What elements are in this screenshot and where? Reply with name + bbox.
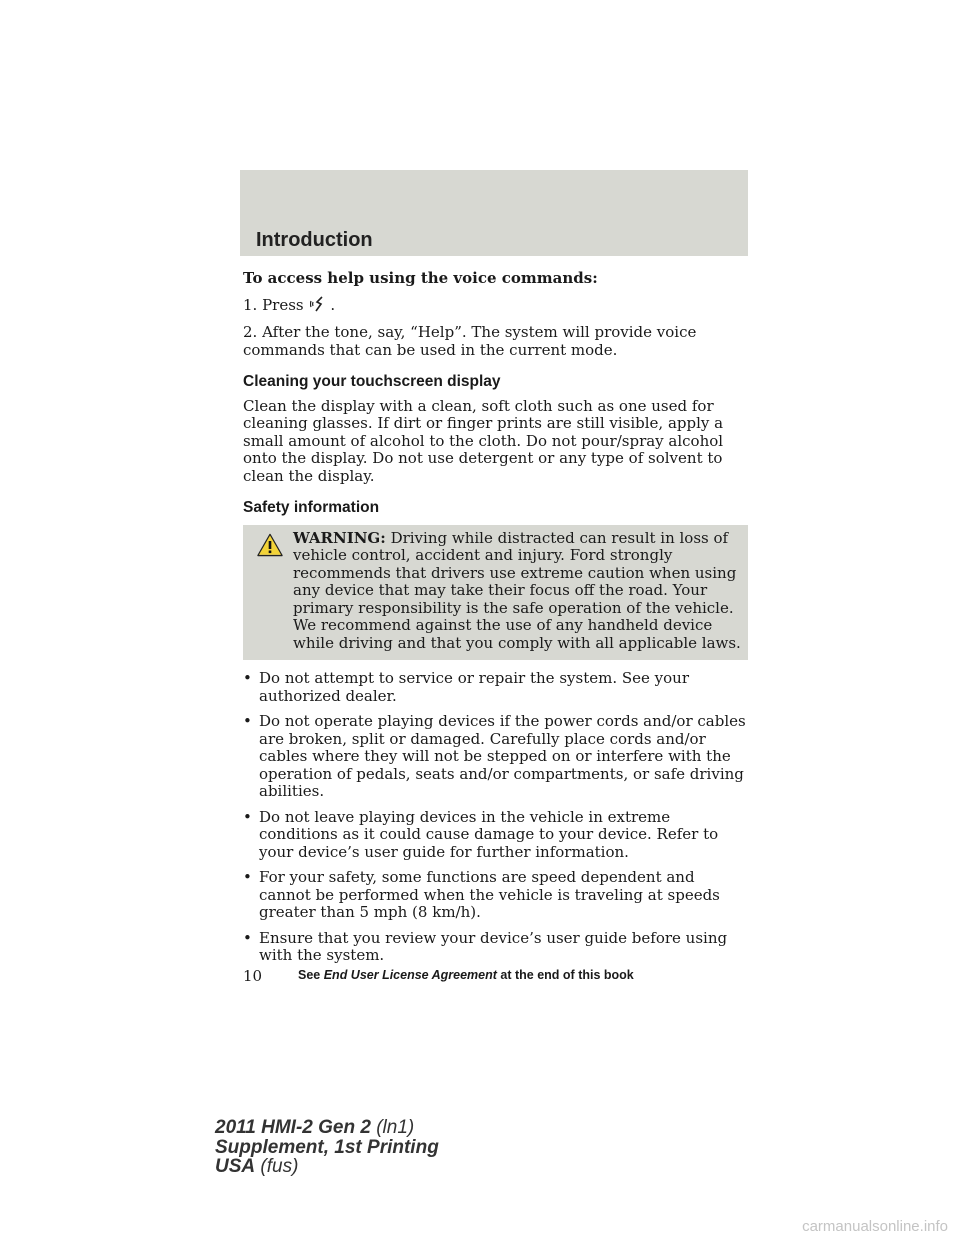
voice-command-icon (310, 296, 326, 317)
footer-note-title: End User License Agreement (323, 968, 497, 982)
bullet-dot: • (243, 868, 252, 886)
print-info-edition: Supplement, 1st Printing (215, 1136, 439, 1158)
warning-paragraph (249, 530, 742, 653)
footer-note-prefix: See (298, 968, 324, 982)
bullet-dot: • (243, 807, 252, 826)
step-1-suffix: . (330, 295, 336, 314)
step-2: 2. After the tone, say, “Help”. The system will provide voice commands that can be used in the current mode. (243, 323, 697, 359)
voice-help-heading: To access help using the voice commands: (243, 269, 598, 287)
section-title: Introduction (256, 229, 373, 251)
list-item (243, 930, 748, 965)
page-number: 10 (243, 967, 263, 985)
step-1-prefix: 1. Press (243, 295, 304, 314)
list-item-text: Ensure that you review your device’s user guide before using with the system. (259, 928, 728, 964)
warning-label: WARNING: (293, 528, 386, 547)
step-1 (243, 296, 748, 317)
list-item (243, 869, 748, 922)
warning-triangle-icon (257, 533, 283, 562)
warning-text: Driving while distracted can result in loss of vehicle control, accident and injury. Ford strongly recommends that drivers use extreme caution when using any device that may take their focus off the road. Your primary responsibility is the safe operation of the vehicle. We recommend against the use of any handheld device while driving and that you comply with all applicable laws. (293, 528, 741, 652)
warning-box (243, 525, 748, 661)
footer-note (298, 968, 634, 982)
print-info-model: 2011 HMI-2 Gen 2 (215, 1117, 371, 1138)
print-info-model-code: (ln1) (376, 1117, 415, 1138)
list-item (243, 809, 748, 862)
list-item-text: Do not attempt to service or repair the system. See your authorized dealer. (259, 669, 689, 705)
safety-heading: Safety information (243, 499, 380, 516)
bullet-dot: • (243, 712, 252, 730)
print-info-market: USA (215, 1156, 256, 1177)
page-content (243, 270, 748, 973)
list-item-text: Do not operate playing devices if the power cords and/or cables are broken, split or damaged. Carefully place cords and/or cables where they will not be stepped on or interfere with the operation of pedals, seats and/or compartments, or safe driving abilities. (259, 712, 746, 800)
list-item-text: For your safety, some functions are speed dependent and cannot be performed when the vehicle is traveling at speeds greater than 5 mph (8 km/h). (259, 868, 720, 921)
bullet-dot: • (243, 928, 252, 947)
safety-bullet-list (243, 670, 748, 965)
print-info-line-3 (215, 1157, 439, 1177)
cleaning-heading: Cleaning your touchscreen display (243, 373, 501, 390)
list-item-text: Do not leave playing devices in the vehicle in extreme conditions as it could cause damage to your device. Refer to your device’s user guide for further information. (259, 807, 719, 861)
cleaning-text: Clean the display with a clean, soft cloth such as one used for cleaning glasses. If dirt or finger prints are still visible, apply a small amount of alcohol to the cloth. Do not pour/spray alcohol onto the display. Do not use detergent or any type of solvent to clean the display. (243, 396, 724, 485)
list-item (243, 670, 748, 705)
bullet-dot: • (243, 669, 252, 687)
print-info (215, 1118, 439, 1177)
footer-note-suffix: at the end of this book (496, 968, 634, 982)
print-info-market-code: (fus) (260, 1156, 299, 1177)
print-info-line-1 (215, 1118, 439, 1138)
watermark: carmanualsonline.info (802, 1218, 948, 1235)
list-item (243, 713, 748, 801)
print-info-line-2 (215, 1138, 439, 1158)
